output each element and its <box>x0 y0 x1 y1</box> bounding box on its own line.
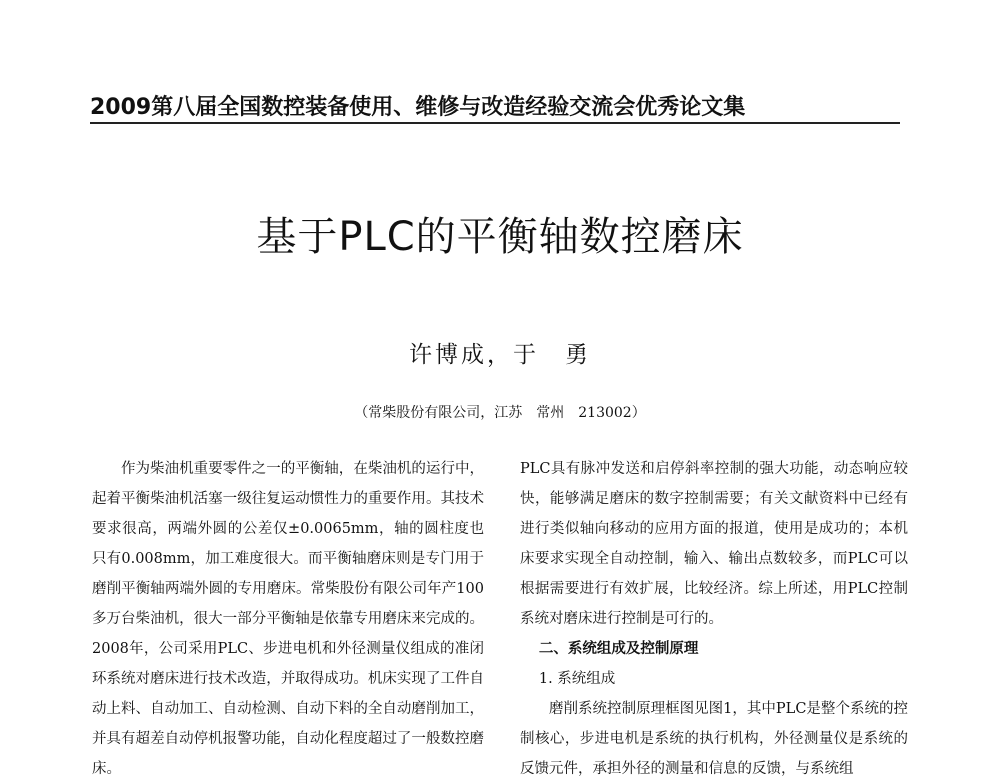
section-heading: 二、系统组成及控制原理 <box>538 640 699 657</box>
left-column <box>92 454 484 784</box>
body-paragraph: 作为柴油机重要零件之一的平衡轴，在柴油机的运行中，起着平衡柴油机活塞一级往复运动惯性力的重要作用。其技术要求很高，两端外圆的公差仅±0.0065mm，轴的圆柱度也只有0.008mm，加工难度很大。而平衡轴磨床则是专门用于磨削平衡轴两端外圆的专用磨床。常柴股份有限公司年产100多万台柴油机，很大一部分平衡轴是依靠专用磨床来完成的。2008年，公司采用PLC、步进电机和外径测量仪组成的准闭环系统对磨床进行技术改造，并取得成功。机床实现了工件自动上料、自动加工、自动检测、自动下料的全自动磨削加工，并具有超差自动停机报警功能，自动化程度超过了一般数控磨床。 <box>92 461 484 777</box>
paper-affiliation: （常柴股份有限公司，江苏 常州 213002） <box>354 405 646 421</box>
paper-title: 基于PLC的平衡轴数控磨床 <box>256 214 744 260</box>
running-header: 2009第八届全国数控装备使用、维修与改造经验交流会优秀论文集 <box>90 95 746 120</box>
header-rule <box>90 122 900 124</box>
body-paragraph: 磨削系统控制原理框图见图1，其中PLC是整个系统的控制核心，步进电机是系统的执行机构，外径测量仪是系统的反馈元件，承担外径的测量和信息的反馈，与系统组 <box>520 701 908 777</box>
right-column <box>520 454 908 784</box>
subsection-heading: 1. 系统组成 <box>538 671 616 687</box>
paper-authors: 许博成，于 勇 <box>409 342 591 368</box>
body-paragraph: PLC具有脉冲发送和启停斜率控制的强大功能，动态响应较快，能够满足磨床的数字控制需要；有关文献资料中已经有进行类似轴向移动的应用方面的报道，使用是成功的；本机床要求实现全自动控制，输入、输出点数较多，而PLC可以根据需要进行有效扩展，比较经济。综上所述，用PLC控制系统对磨床进行控制是可行的。 <box>520 461 908 627</box>
